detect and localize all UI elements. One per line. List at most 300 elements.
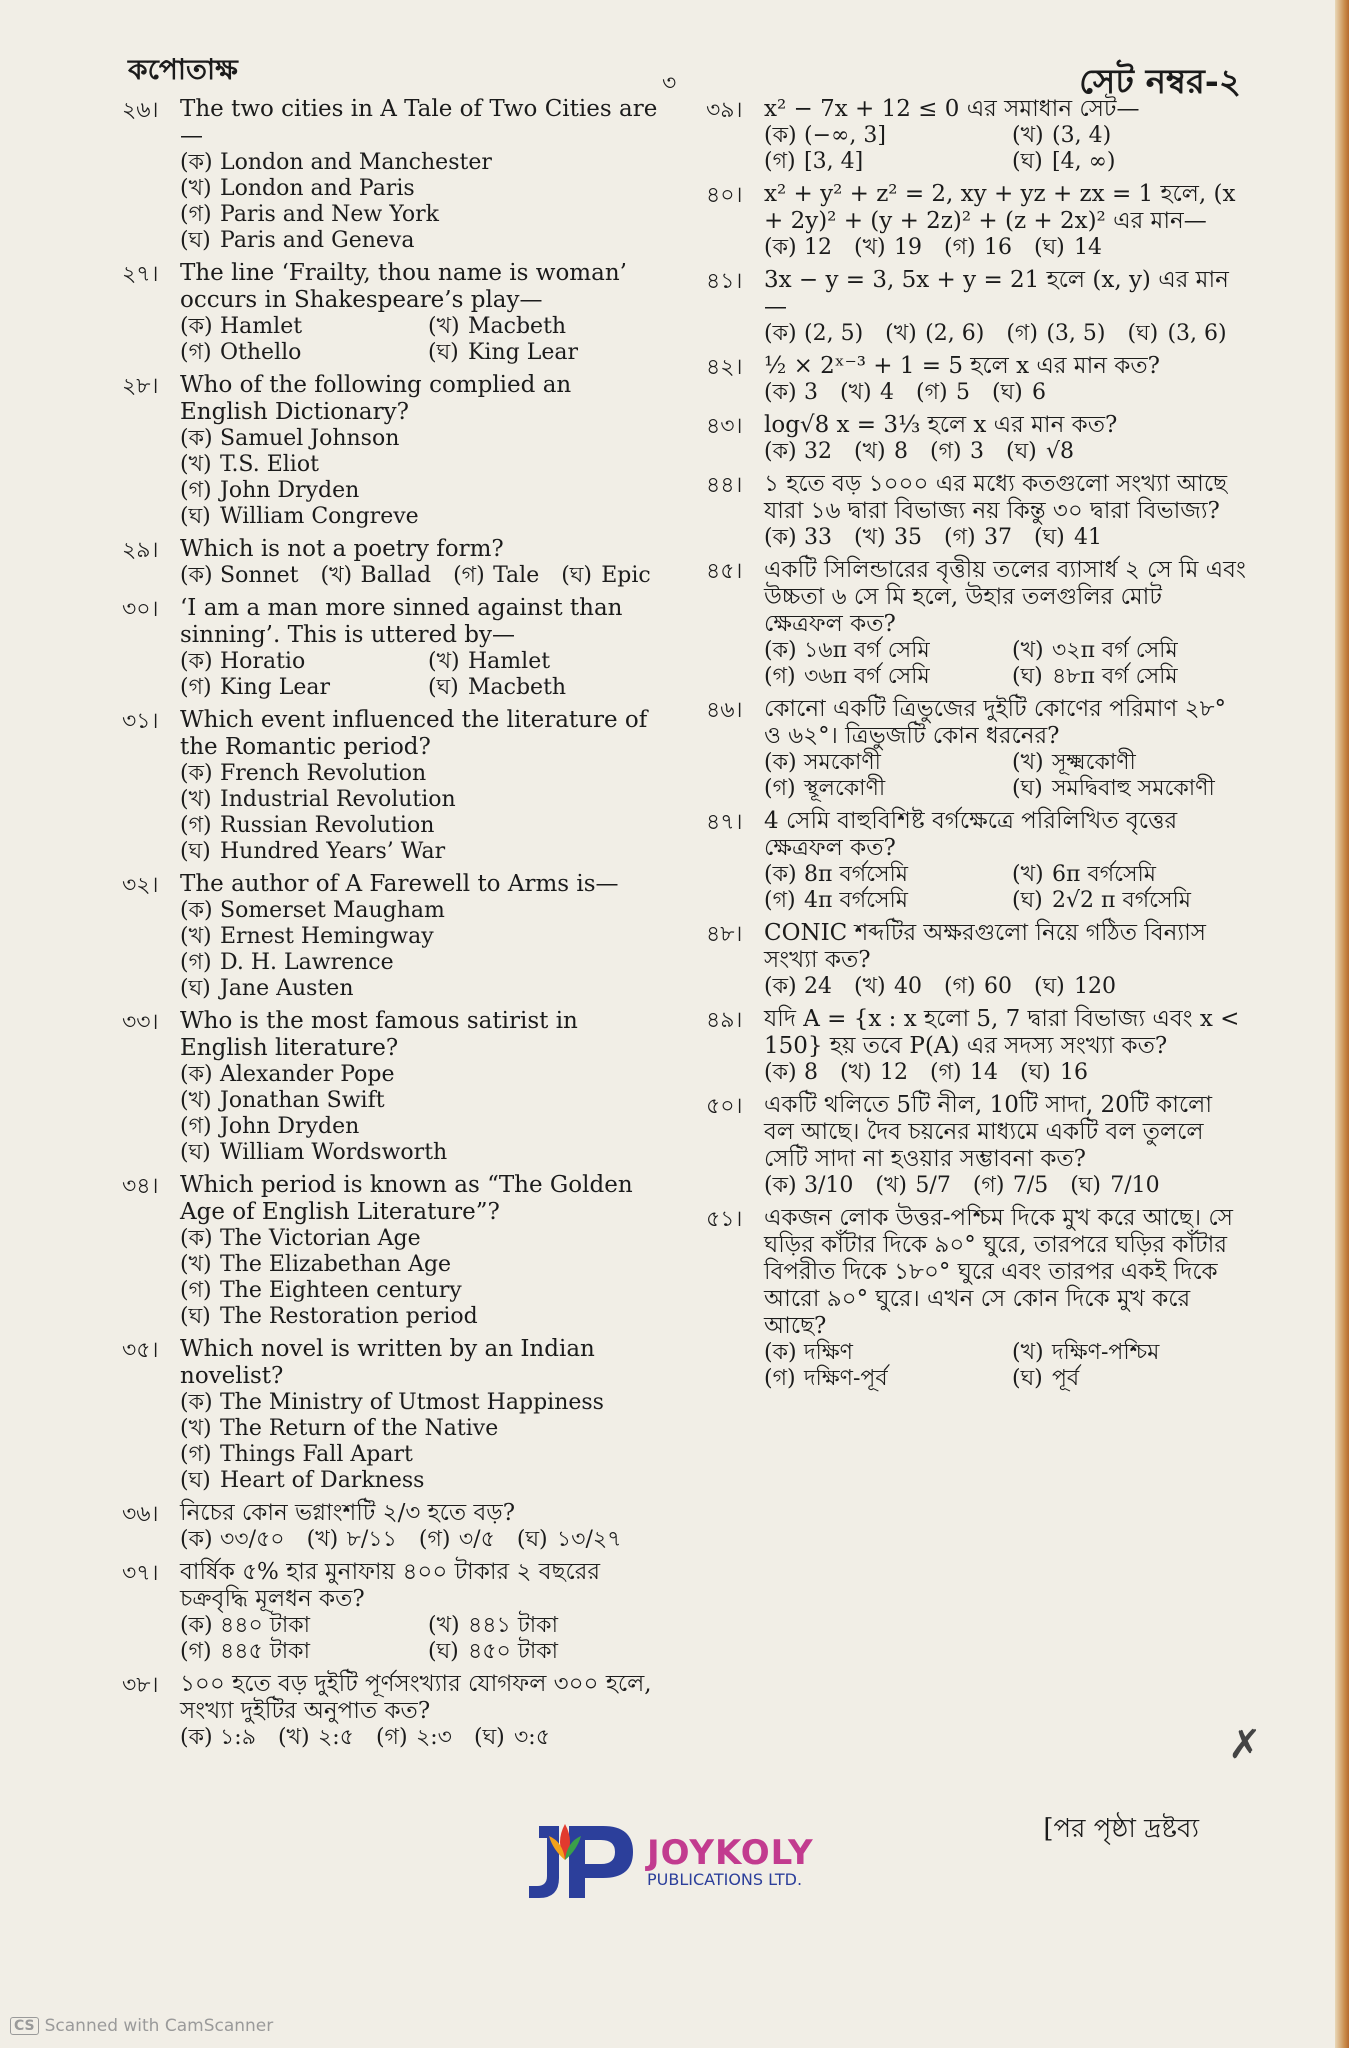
pen-mark: ✗	[1228, 1722, 1262, 1768]
option-label: (ক)	[764, 1173, 797, 1198]
answer-option	[180, 1140, 662, 1166]
option-text: 4π বর্গসেমি	[804, 888, 908, 913]
question-item	[706, 808, 1246, 914]
answer-option	[764, 776, 998, 802]
option-label: (ঘ)	[1034, 974, 1065, 999]
option-label: (ক)	[180, 1725, 213, 1750]
question-text: Which event influenced the literature of the Romantic period?	[180, 707, 648, 760]
answer-option	[180, 1416, 662, 1442]
answer-option	[180, 761, 662, 787]
option-label: (গ)	[180, 1639, 212, 1664]
answer-option	[180, 1252, 662, 1278]
answer-option	[944, 525, 1012, 551]
answer-option	[180, 452, 662, 478]
answer-option	[764, 750, 998, 776]
question-number: ৩৩।	[122, 1010, 159, 1035]
answer-option	[1034, 974, 1116, 1000]
answer-option	[180, 1226, 662, 1252]
option-label: (ঘ)	[180, 1304, 211, 1329]
answer-option	[1127, 321, 1226, 347]
option-text: 6	[1032, 380, 1046, 405]
answer-option	[180, 150, 662, 176]
option-text: 4	[880, 380, 894, 405]
option-text: (−∞, 3]	[804, 123, 886, 148]
option-label: (ঘ)	[180, 839, 211, 864]
question-number: ২৭।	[122, 262, 159, 287]
option-list	[180, 426, 662, 530]
option-label: (ক)	[764, 235, 797, 260]
option-text: French Revolution	[220, 761, 427, 786]
option-label: (গ)	[180, 813, 212, 838]
option-label: (ঘ)	[180, 228, 211, 253]
option-text: The Ministry of Utmost Happiness	[220, 1390, 604, 1415]
option-list	[764, 750, 1246, 802]
option-label: (খ)	[180, 924, 212, 949]
option-text: 2√2 π বর্গসেমি	[1052, 888, 1192, 913]
answer-option	[840, 380, 894, 406]
option-list	[764, 1060, 1246, 1086]
option-label: (গ)	[180, 675, 212, 700]
answer-option	[1012, 638, 1246, 664]
option-text: (3, 5)	[1046, 321, 1106, 346]
question-item	[706, 96, 1246, 175]
option-text: Russian Revolution	[220, 813, 435, 838]
option-label: (ঘ)	[992, 380, 1023, 405]
question-text: বার্ষিক ৫% হার মুনাফায় ৪০০ টাকার ২ বছরের চক্রবৃদ্ধি মূলধন কত?	[180, 1559, 601, 1612]
question-item	[122, 536, 662, 589]
option-list	[180, 1062, 662, 1166]
page-number: ৩	[662, 71, 677, 96]
option-text: [4, ∞)	[1052, 149, 1116, 174]
option-label: (গ)	[180, 1442, 212, 1467]
right-column	[706, 96, 1246, 1398]
option-list	[764, 321, 1246, 347]
answer-option	[180, 1088, 662, 1114]
answer-option	[180, 1468, 662, 1494]
answer-option	[764, 235, 832, 261]
option-text: William Congreve	[220, 504, 419, 529]
next-page-note: [পর পৃষ্ঠা দ্রষ্টব্য	[1043, 1814, 1199, 1844]
answer-option	[180, 1527, 285, 1553]
answer-option	[453, 563, 539, 589]
option-label: (গ)	[180, 202, 212, 227]
answer-option	[764, 974, 832, 1000]
answer-option	[180, 314, 414, 340]
question-text: কোনো একটি ত্রিভুজের দুইটি কোণের পরিমাণ ২৮° ও ৬২°। ত্রিভুজটি কোন ধরনের?	[764, 696, 1227, 749]
option-label: (খ)	[428, 649, 460, 674]
option-list	[180, 1226, 662, 1330]
option-text: William Wordsworth	[220, 1140, 448, 1165]
answer-option	[428, 314, 662, 340]
option-text: 8	[804, 1060, 818, 1085]
option-text: Things Fall Apart	[220, 1442, 413, 1467]
option-label: (খ)	[840, 1060, 872, 1085]
option-label: (ক)	[180, 1062, 213, 1087]
option-label: (খ)	[854, 439, 886, 464]
question-number: ৪৪।	[706, 473, 743, 498]
answer-option	[180, 950, 662, 976]
option-text: দক্ষিণ	[804, 1340, 853, 1365]
option-text: 8π বর্গসেমি	[804, 862, 908, 887]
question-item	[122, 595, 662, 701]
option-text: √8	[1046, 439, 1075, 464]
answer-option	[930, 1060, 998, 1086]
option-label: (ঘ)	[428, 1639, 459, 1664]
answer-option	[180, 1278, 662, 1304]
option-text: (2, 5)	[804, 321, 864, 346]
option-text: John Dryden	[220, 478, 360, 503]
option-label: (গ)	[180, 1114, 212, 1139]
question-number: ৪৬।	[706, 698, 743, 723]
option-text: ৩:৫	[514, 1725, 550, 1750]
option-text: 33	[804, 525, 832, 550]
option-text: 16	[984, 235, 1012, 260]
option-list	[764, 1340, 1246, 1392]
option-label: (ঘ)	[180, 1140, 211, 1165]
question-text: ১ হতে বড় ১০০০ এর মধ্যে কতগুলো সংখ্যা আছে যারা ১৬ দ্বারা বিভাজ্য নয় কিন্তু ৩০ দ্বারা বিভাজ্য?	[764, 471, 1228, 524]
answer-option	[428, 649, 662, 675]
option-list	[764, 235, 1246, 261]
option-label: (ক)	[180, 426, 213, 451]
answer-option	[180, 176, 662, 202]
answer-option	[1006, 321, 1105, 347]
option-text: Jane Austen	[220, 976, 354, 1001]
option-text: Horatio	[220, 649, 306, 674]
answer-option	[854, 235, 922, 261]
option-text: Samuel Johnson	[220, 426, 400, 451]
answer-option	[561, 563, 651, 589]
question-number: ২৯।	[122, 538, 159, 563]
option-text: ৮/১১	[346, 1527, 397, 1552]
option-label: (ক)	[764, 1340, 797, 1365]
option-list	[180, 1725, 662, 1751]
option-label: (ঘ)	[1020, 1060, 1051, 1085]
option-label: (খ)	[306, 1527, 339, 1552]
answer-option	[1012, 862, 1246, 888]
option-label: (গ)	[930, 1060, 962, 1085]
answer-option	[854, 525, 922, 551]
option-text: (3, 6)	[1167, 321, 1227, 346]
question-item	[122, 871, 662, 1002]
option-text: 32	[804, 439, 832, 464]
answer-option	[930, 439, 984, 465]
answer-option	[428, 1613, 662, 1639]
option-label: (ঘ)	[1034, 235, 1065, 260]
scanner-text: Scanned with CamScanner	[44, 2016, 274, 2036]
answer-option	[764, 321, 863, 347]
option-label: (খ)	[840, 380, 872, 405]
question-text: একটি সিলিন্ডারের বৃত্তীয় তলের ব্যাসার্ধ ২ সে মি এবং উচ্চতা ৬ সে মি হলে, উহার তলগুলির মোট ক্ষেত্রফল কত?	[764, 557, 1246, 637]
answer-option	[307, 1527, 397, 1553]
option-list	[180, 1613, 662, 1665]
option-label: (গ)	[764, 664, 796, 689]
scanner-watermark	[10, 2016, 273, 2036]
option-label: (খ)	[428, 1613, 460, 1638]
option-label: (খ)	[1012, 123, 1044, 148]
option-label: (গ)	[180, 340, 212, 365]
option-label: (ঘ)	[1012, 1366, 1043, 1391]
option-label: (খ)	[428, 314, 460, 339]
option-text: Industrial Revolution	[220, 787, 456, 812]
question-text: নিচের কোন ভগ্নাংশটি ২/৩ হতে বড়?	[180, 1500, 516, 1526]
option-label: (খ)	[1012, 1340, 1044, 1365]
option-text: 5/7	[915, 1173, 951, 1198]
option-label: (খ)	[1012, 638, 1044, 663]
answer-option	[854, 439, 908, 465]
question-number: ৩৫।	[122, 1338, 159, 1363]
question-text: x² − 7x + 12 ≤ 0 এর সমাধান সেট—	[764, 96, 1140, 122]
option-text: 12	[804, 235, 832, 260]
option-list	[180, 761, 662, 865]
answer-option	[764, 888, 998, 914]
option-text: (2, 6)	[925, 321, 985, 346]
option-text: ৩৬π বর্গ সেমি	[804, 664, 930, 689]
option-label: (খ)	[180, 176, 212, 201]
question-item	[706, 267, 1246, 347]
option-label: (ক)	[764, 321, 797, 346]
option-text: 7/10	[1110, 1173, 1160, 1198]
option-label: (ঘ)	[1070, 1173, 1101, 1198]
option-text: D. H. Lawrence	[220, 950, 394, 975]
question-item	[122, 372, 662, 530]
option-list	[764, 380, 1246, 406]
option-text: Sonnet	[220, 563, 299, 588]
option-text: 12	[880, 1060, 908, 1085]
answer-option	[764, 380, 818, 406]
option-text: 40	[894, 974, 922, 999]
option-label: (গ)	[764, 888, 796, 913]
option-text: 7/5	[1012, 1173, 1049, 1198]
option-text: 120	[1074, 974, 1116, 999]
option-label: (ক)	[180, 150, 213, 175]
option-label: (ক)	[180, 1226, 213, 1251]
answer-option	[1012, 776, 1246, 802]
set-number: সেট নম্বর-২	[1079, 62, 1241, 102]
option-text: 8	[894, 439, 908, 464]
answer-option	[180, 1390, 662, 1416]
question-text: ‘I am a man more sinned against than sinning’. This is uttered by—	[180, 595, 623, 648]
answer-option	[764, 1060, 818, 1086]
option-text: 14	[970, 1060, 998, 1085]
answer-option	[885, 321, 984, 347]
option-text: Ballad	[360, 563, 432, 588]
answer-option	[321, 563, 432, 589]
answer-option	[764, 1173, 853, 1199]
option-text: T.S. Eliot	[220, 452, 319, 477]
option-label: (ক)	[764, 439, 797, 464]
answer-option	[1070, 1173, 1159, 1199]
answer-option	[180, 1442, 662, 1468]
question-item	[122, 1500, 662, 1553]
question-number: ৫১।	[706, 1207, 743, 1232]
answer-option	[1034, 525, 1102, 551]
option-label: (ঘ)	[180, 1468, 211, 1493]
option-label: (গ)	[180, 478, 212, 503]
question-number: ৩৮।	[122, 1673, 159, 1698]
option-label: (ক)	[180, 898, 213, 923]
option-text: Othello	[220, 340, 302, 365]
option-label: (ক)	[764, 380, 797, 405]
camscanner-icon: CS	[10, 2017, 39, 2035]
question-text: ১০০ হতে বড় দুইটি পূর্ণসংখ্যার যোগফল ৩০০ হলে, সংখ্যা দুইটির অনুপাত কত?	[180, 1671, 652, 1724]
logo-name: JOYKOLY	[647, 1833, 814, 1873]
option-text: ৪৪০ টাকা	[220, 1613, 310, 1638]
answer-option	[854, 974, 922, 1000]
question-text: Who of the following complied an English Dictionary?	[180, 372, 572, 425]
option-list	[180, 314, 662, 366]
option-label: (ক)	[180, 761, 213, 786]
option-label: (খ)	[277, 1725, 310, 1750]
option-list	[764, 439, 1246, 465]
option-label: (খ)	[854, 235, 886, 260]
joykoly-logo-icon	[525, 1820, 641, 1904]
answer-option	[1034, 235, 1102, 261]
answer-option	[840, 1060, 908, 1086]
question-number: ২৮।	[122, 374, 159, 399]
option-text: Hamlet	[468, 649, 551, 674]
question-item	[706, 920, 1246, 1000]
option-text: Epic	[601, 563, 651, 588]
publisher-logo	[525, 1820, 814, 1904]
question-item	[706, 1092, 1246, 1199]
question-number: ৪৯।	[706, 1008, 743, 1033]
option-text: The Victorian Age	[220, 1226, 421, 1251]
answer-option	[1012, 1340, 1246, 1366]
option-label: (ক)	[180, 1390, 213, 1415]
option-label: (খ)	[1012, 862, 1044, 887]
option-text: দক্ষিণ-পূর্ব	[804, 1366, 888, 1391]
option-label: (ক)	[764, 123, 797, 148]
option-label: (ঘ)	[1034, 525, 1065, 550]
option-label: (ঘ)	[561, 563, 592, 588]
option-label: (গ)	[180, 1278, 212, 1303]
option-label: (গ)	[944, 974, 976, 999]
answer-option	[180, 504, 662, 530]
option-text: ৪৮π বর্গ সেমি	[1052, 664, 1178, 689]
question-number: ৪৩।	[706, 414, 743, 439]
question-text: The two cities in A Tale of Two Cities are—	[180, 96, 658, 149]
answer-option	[764, 1340, 998, 1366]
option-label: (ঘ)	[474, 1725, 505, 1750]
option-text: ১:৯	[220, 1725, 256, 1750]
option-label: (গ)	[375, 1725, 408, 1750]
answer-option	[764, 1366, 998, 1392]
option-text: Tale	[493, 563, 540, 588]
option-text: Paris and Geneva	[220, 228, 415, 253]
option-text: ২:৩	[415, 1725, 452, 1750]
question-text: একজন লোক উত্তর-পশ্চিম দিকে মুখ করে আছে। সে ঘড়ির কাঁটার দিকে ৯০° ঘুরে, তারপরে ঘড়ির কাঁটার বিপরীত দিকে ১৮০° ঘুরে এবং তারপর একই দিকে আরো ৯০° ঘুরে। এখন সে কোন দিকে মুখ করে আছে?	[764, 1205, 1233, 1339]
answer-option	[376, 1725, 452, 1751]
option-list	[764, 638, 1246, 690]
left-column	[122, 96, 662, 1757]
option-label: (গ)	[764, 776, 796, 801]
answer-option	[764, 439, 832, 465]
question-item	[706, 471, 1246, 551]
answer-option	[180, 1613, 414, 1639]
option-text: The Restoration period	[220, 1304, 478, 1329]
option-label: (ঘ)	[428, 675, 459, 700]
option-text: দক্ষিণ-পশ্চিম	[1052, 1340, 1160, 1365]
option-label: (ঘ)	[1012, 664, 1043, 689]
answer-option	[180, 976, 662, 1002]
answer-option	[916, 380, 970, 406]
option-text: Alexander Pope	[220, 1062, 395, 1087]
question-text: Which novel is written by an Indian novelist?	[180, 1336, 595, 1389]
option-label: (গ)	[944, 525, 976, 550]
option-label: (গ)	[930, 439, 962, 464]
option-label: (ক)	[764, 1060, 797, 1085]
option-list	[180, 150, 662, 254]
option-text: 14	[1074, 235, 1102, 260]
option-label: (ক)	[180, 314, 213, 339]
question-number: ৪৫।	[706, 559, 743, 584]
question-text: Which is not a poetry form?	[180, 536, 504, 562]
option-text: স্থূলকোণী	[804, 776, 886, 801]
option-label: (ঘ)	[1012, 888, 1043, 913]
question-item	[122, 1008, 662, 1166]
question-text: ½ × 2ˣ⁻³ + 1 = 5 হলে x এর মান কত?	[764, 353, 1160, 379]
answer-option	[944, 974, 1012, 1000]
option-label: (খ)	[854, 525, 886, 550]
option-list	[180, 649, 662, 701]
answer-option	[180, 649, 414, 675]
question-text: log√8 x = 3⅓ হলে x এর মান কত?	[764, 412, 1118, 438]
option-text: The Elizabethan Age	[220, 1252, 452, 1277]
option-list	[764, 123, 1246, 175]
option-label: (ক)	[764, 974, 797, 999]
question-item	[122, 1559, 662, 1665]
option-text: The Return of the Native	[220, 1416, 499, 1441]
question-item	[122, 1671, 662, 1751]
answer-option	[180, 1304, 662, 1330]
question-item	[122, 96, 662, 254]
answer-option	[875, 1173, 950, 1199]
option-label: (খ)	[854, 974, 886, 999]
question-number: ২৬।	[122, 98, 159, 123]
option-label: (গ)	[453, 563, 485, 588]
answer-option	[1006, 439, 1074, 465]
option-text: Hamlet	[220, 314, 303, 339]
option-text: 35	[894, 525, 922, 550]
option-text: Somerset Maugham	[220, 898, 445, 923]
answer-option	[1012, 123, 1246, 149]
option-text: Ernest Hemingway	[220, 924, 434, 949]
question-text: একটি থলিতে 5টি নীল, 10টি সাদা, 20টি কালো বল আছে। দৈব চয়নের মাধ্যমে একটি বল তুললে সেটি সাদা না হওয়ার সম্ভাবনা কত?	[764, 1092, 1212, 1172]
answer-option	[180, 340, 414, 366]
question-number: ৫০।	[706, 1094, 743, 1119]
question-number: ৪০।	[706, 183, 743, 208]
question-text: x² + y² + z² = 2, xy + yz + zx = 1 হলে, (x + 2y)² + (y + 2z)² + (z + 2x)² এর মান—	[764, 181, 1236, 234]
answer-option	[180, 898, 662, 924]
question-number: ৩৬।	[122, 1502, 159, 1527]
option-list	[180, 1527, 662, 1553]
question-text: CONIC শব্দটির অক্ষরগুলো নিয়ে গঠিত বিন্যাস সংখ্যা কত?	[764, 920, 1206, 973]
option-text: পূর্ব	[1052, 1366, 1080, 1391]
answer-option	[180, 813, 662, 839]
question-item	[706, 1205, 1246, 1392]
option-label: (ঘ)	[428, 340, 459, 365]
option-label: (খ)	[180, 1088, 212, 1113]
option-text: King Lear	[468, 340, 578, 365]
option-text: 3	[804, 380, 818, 405]
option-label: (ক)	[180, 649, 213, 674]
question-number: ৩২।	[122, 873, 159, 898]
question-item	[706, 696, 1246, 802]
answer-option	[180, 675, 414, 701]
option-text: 3/10	[804, 1173, 854, 1198]
question-number: ৪৭।	[706, 810, 743, 835]
option-text: John Dryden	[220, 1114, 360, 1139]
